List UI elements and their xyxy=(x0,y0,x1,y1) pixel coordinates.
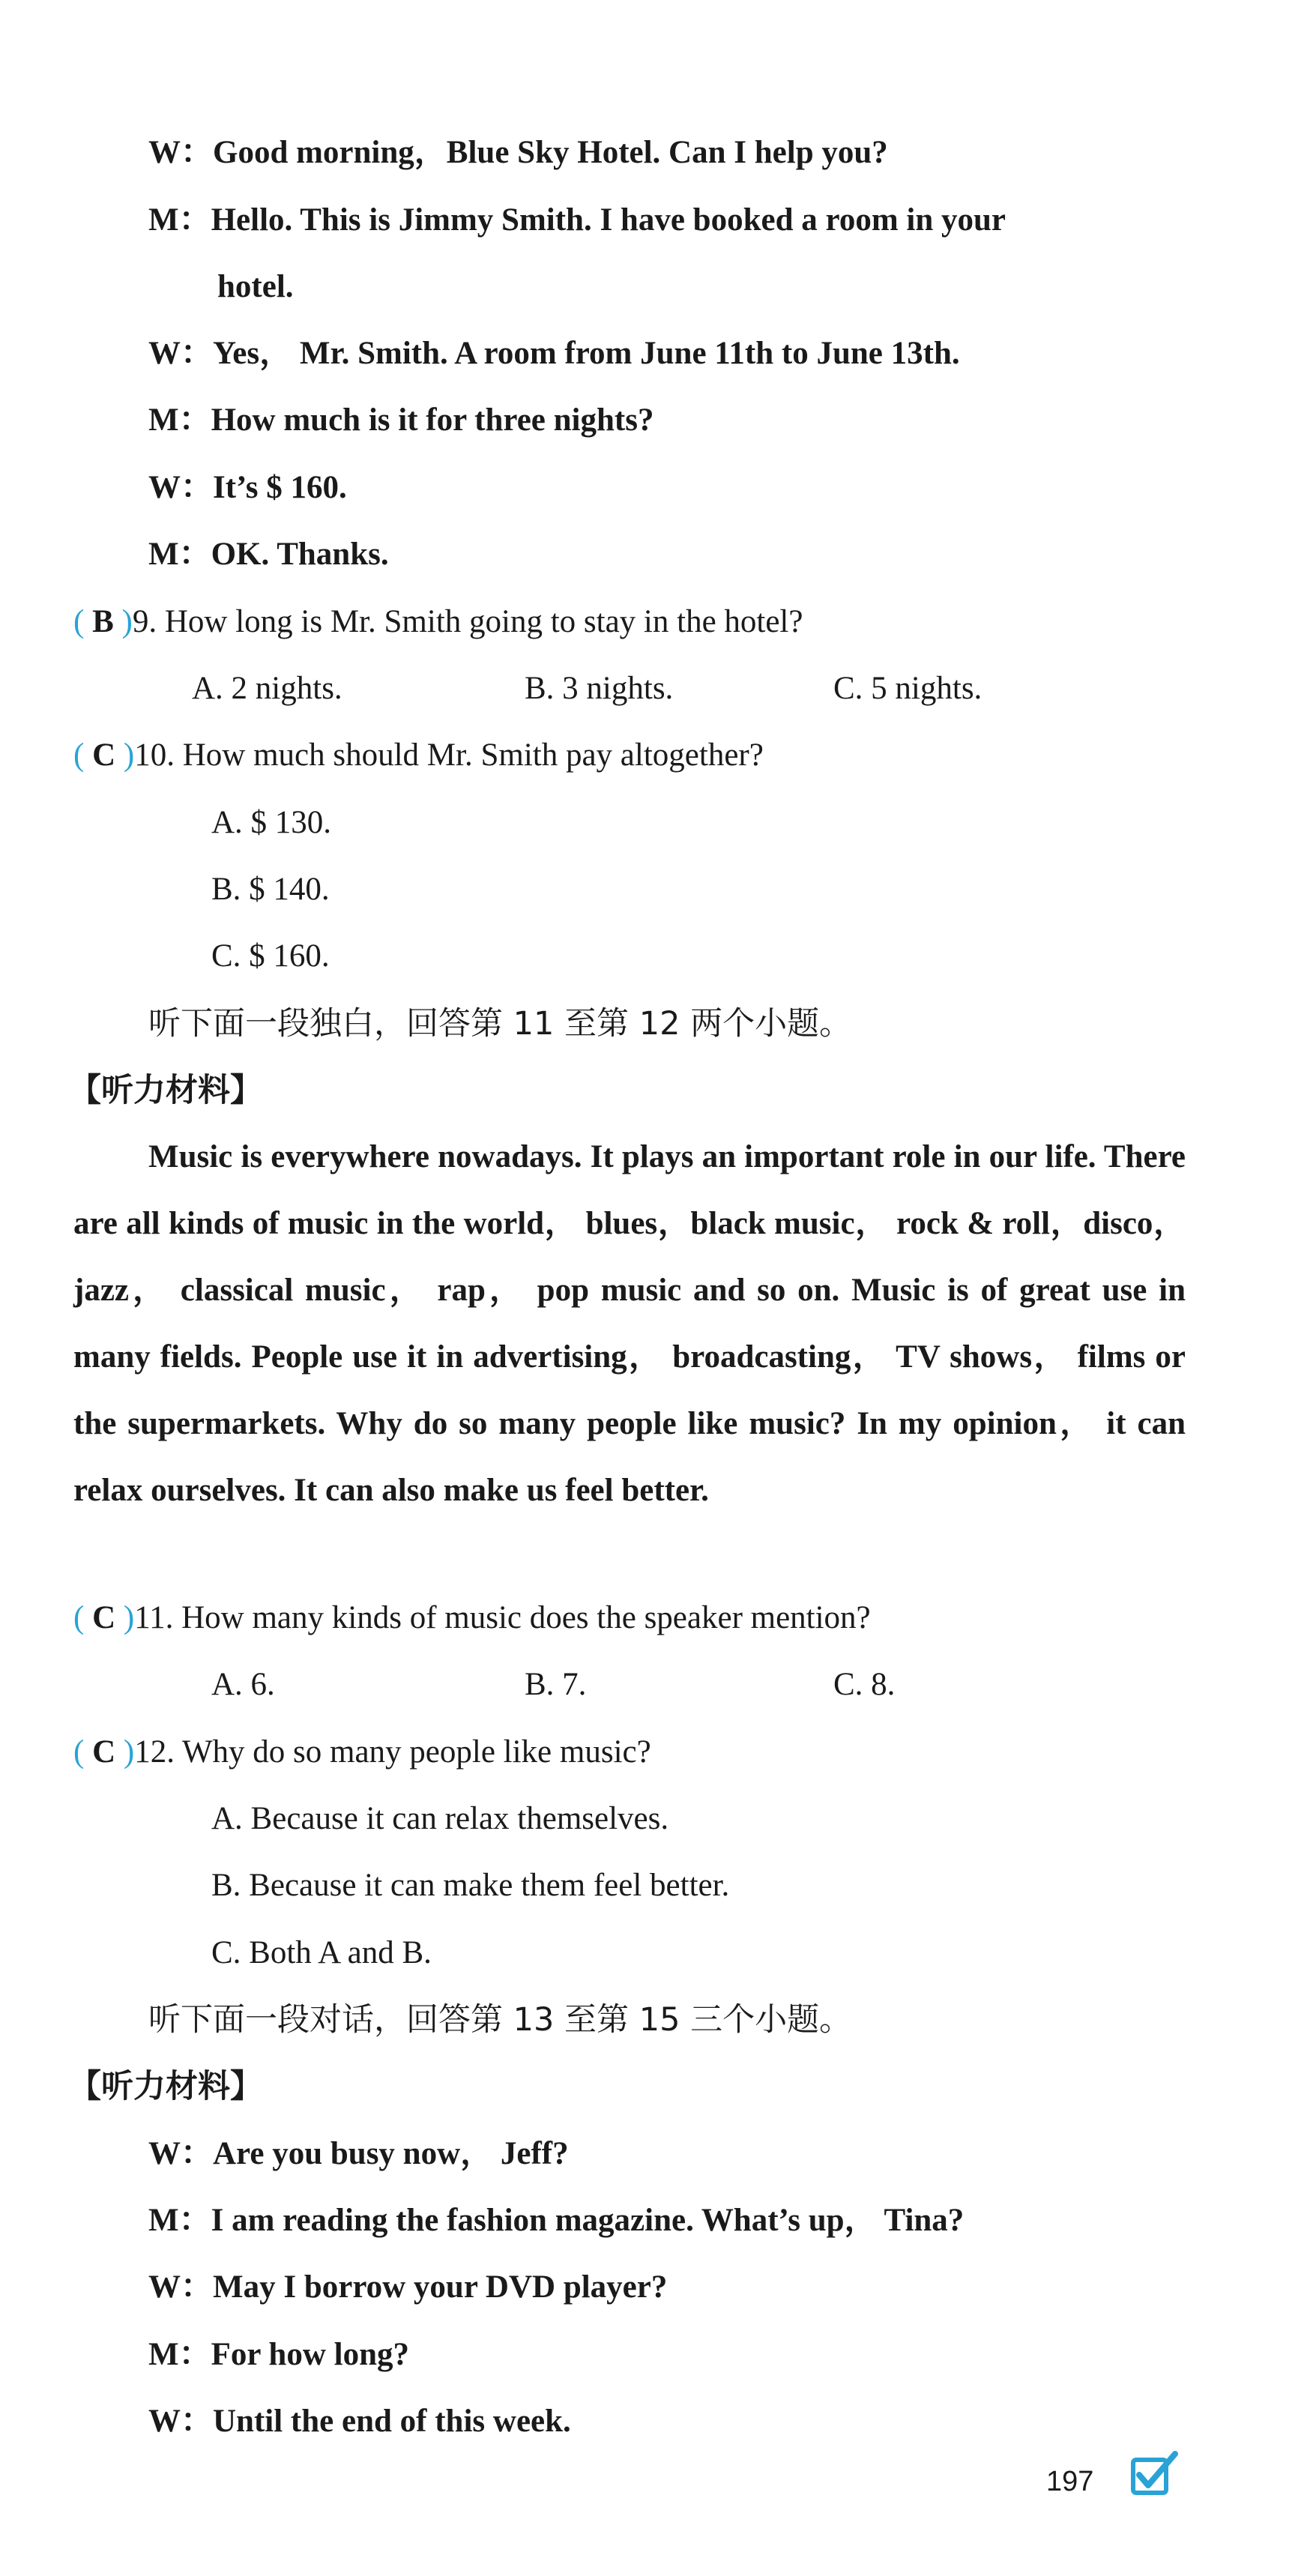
question-text: 9. How long is Mr. Smith going to stay in the hotel? xyxy=(132,604,803,639)
q12-option-b: B. Because it can make them feel better. xyxy=(211,1868,730,1903)
dialog1-line-3 xyxy=(217,265,294,310)
speaker: M： xyxy=(148,402,211,438)
q11-option-c: C. 8. xyxy=(833,1667,896,1702)
question-11 xyxy=(73,1596,871,1641)
q11-option-b: B. 7. xyxy=(525,1667,587,1702)
q9-option-c: C. 5 nights. xyxy=(833,671,983,706)
answer-paren-close: ) xyxy=(123,1734,135,1770)
q12-option-c: C. Both A and B. xyxy=(211,1935,432,1970)
question-text: 12. Why do so many people like music? xyxy=(134,1734,651,1770)
dialog-text: hotel. xyxy=(217,269,294,304)
q10-option-a: A. $ 130. xyxy=(211,805,332,840)
q12-option-a: A. Because it can relax themselves. xyxy=(211,1801,669,1836)
answer-letter: B xyxy=(92,604,114,639)
instruction-dialog: 听下面一段对话，回答第 13 至第 15 三个小题。 xyxy=(148,2001,852,2039)
q9-option-b: B. 3 nights. xyxy=(525,671,674,706)
dialog-text: I am reading the fashion magazine. What’s up， Tina? xyxy=(211,2203,965,2238)
answer-letter: C xyxy=(92,1734,116,1770)
dialog1-line-1 xyxy=(148,130,888,175)
dialog2-line-1 xyxy=(148,2132,569,2177)
answer-paren-close: ) xyxy=(121,604,133,639)
page-number: 197 xyxy=(1046,2466,1094,2497)
speaker: M： xyxy=(148,202,211,238)
question-text: 10. How much should Mr. Smith pay altogether? xyxy=(134,737,764,773)
question-12 xyxy=(73,1730,651,1775)
dialog-text: How much is it for three nights? xyxy=(211,402,654,438)
speaker: W： xyxy=(148,135,213,170)
dialog1-line-5 xyxy=(148,398,654,443)
answer-paren-close: ) xyxy=(123,1600,135,1635)
answer-paren-close: ) xyxy=(123,737,135,773)
question-9 xyxy=(73,600,803,645)
speaker: M： xyxy=(148,537,211,572)
dialog1-line-4 xyxy=(148,331,960,376)
answer-paren-open: ( xyxy=(73,737,85,773)
dialog-text: Hello. This is Jimmy Smith. I have booked a room in your xyxy=(211,202,1006,238)
dialog-text: Good morning，Blue Sky Hotel. Can I help you? xyxy=(213,135,888,170)
speaker: W： xyxy=(148,2404,213,2439)
dialog2-line-3 xyxy=(148,2265,667,2310)
dialog-text: May I borrow your DVD player? xyxy=(213,2269,668,2305)
dialog-text: OK. Thanks. xyxy=(211,537,389,572)
speaker: W： xyxy=(148,470,213,505)
question-10 xyxy=(73,733,764,778)
section-header-listening-material: 【听力材料】 xyxy=(69,1072,262,1109)
instruction-monologue: 听下面一段独白，回答第 11 至第 12 两个小题。 xyxy=(148,1005,852,1043)
q10-option-c: C. $ 160. xyxy=(211,938,330,974)
dialog-text: Yes， Mr. Smith. A room from June 11th to June 13th. xyxy=(213,336,960,371)
dialog2-line-5 xyxy=(148,2399,571,2444)
section-header-listening-material: 【听力材料】 xyxy=(69,2068,262,2105)
dialog2-line-4 xyxy=(148,2332,409,2377)
dialog-text: Are you busy now， Jeff? xyxy=(213,2136,569,2171)
speaker: M： xyxy=(148,2337,211,2372)
dialog-text: Until the end of this week. xyxy=(213,2404,571,2439)
monologue-paragraph: Music is everywhere nowadays. It plays an important role in our life. There are all kinds of music in the world， blues，black music， rock & roll，disco， jazz， classical music， rap， pop music and so on. Music is of great use in many fields. People use it in advertising， broadcasting， TV shows， films or the supermarkets. Why do so many people like music? In my opinion， it can relax ourselves. It can also make us feel better. xyxy=(73,1139,1186,1508)
dialog2-line-2 xyxy=(148,2198,964,2243)
dialog1-line-2 xyxy=(148,198,1006,243)
answer-letter: C xyxy=(92,1600,116,1635)
q10-option-b: B. $ 140. xyxy=(211,872,330,907)
speaker: W： xyxy=(148,2136,213,2171)
dialog1-line-6 xyxy=(148,465,347,510)
q11-option-a: A. 6. xyxy=(211,1667,275,1702)
dialog-text: It’s $ 160. xyxy=(213,470,347,505)
dialog-text: For how long? xyxy=(211,2337,409,2372)
answer-paren-open: ( xyxy=(73,1734,85,1770)
q9-option-a: A. 2 nights. xyxy=(192,671,342,706)
answer-paren-open: ( xyxy=(73,1600,85,1635)
speaker: W： xyxy=(148,2269,213,2305)
answer-letter: C xyxy=(92,737,116,773)
speaker: M： xyxy=(148,2203,211,2238)
checkbox-check-icon xyxy=(1129,2449,1181,2502)
speaker: W： xyxy=(148,336,213,371)
question-text: 11. How many kinds of music does the speaker mention? xyxy=(134,1600,871,1635)
answer-paren-open: ( xyxy=(73,604,85,639)
dialog1-line-7 xyxy=(148,532,389,577)
